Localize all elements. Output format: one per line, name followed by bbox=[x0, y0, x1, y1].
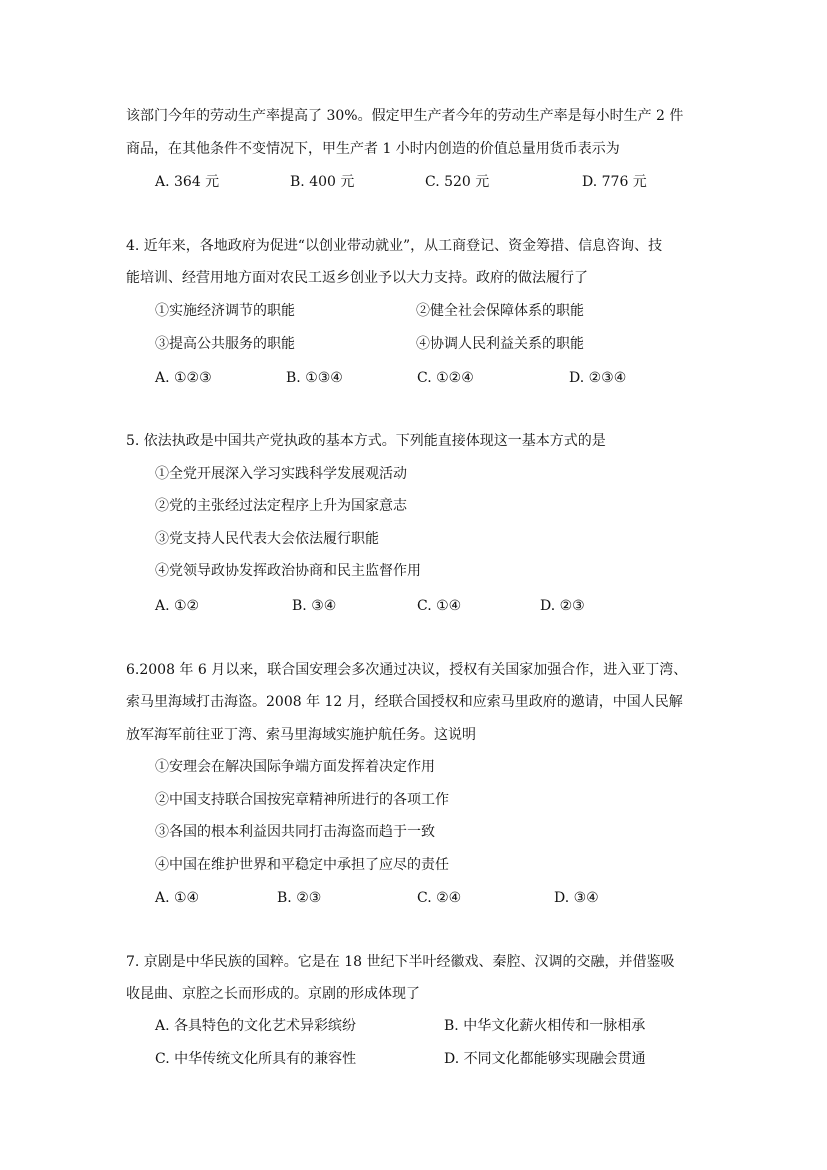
q6-choice-c: C. ②④ bbox=[417, 890, 462, 906]
q3-stem-line-2: 商品，在其他条件不变情况下，甲生产者 1 小时内创造的价值总量用货币表示为 bbox=[126, 141, 620, 157]
q3-choice-a: A. 364 元 bbox=[155, 174, 220, 190]
q5-item-4: ④党领导政协发挥政治协商和民主监督作用 bbox=[155, 563, 421, 579]
q3-choice-d: D. 776 元 bbox=[582, 174, 647, 190]
q7-stem-line-2: 收昆曲、京腔之长而形成的。京剧的形成体现了 bbox=[126, 986, 420, 1002]
q4-choice-a: A. ①②③ bbox=[155, 370, 212, 386]
q5-choice-d: D. ②③ bbox=[540, 598, 585, 614]
q4-item-1: ①实施经济调节的职能 bbox=[155, 303, 295, 319]
q4-item-2: ②健全社会保障体系的职能 bbox=[416, 303, 584, 319]
q6-stem-line-3: 放军海军前往亚丁湾、索马里海域实施护航任务。这说明 bbox=[126, 727, 476, 743]
q7-choice-c: C. 中华传统文化所具有的兼容性 bbox=[155, 1051, 357, 1067]
q5-choice-c: C. ①④ bbox=[417, 598, 462, 614]
q4-choice-c: C. ①②④ bbox=[417, 370, 474, 386]
q5-item-1: ①全党开展深入学习实践科学发展观活动 bbox=[155, 466, 407, 482]
q3-stem-line-1: 该部门今年的劳动生产率提高了 30%。假定甲生产者今年的劳动生产率是每小时生产 2 件 bbox=[126, 108, 684, 124]
q4-choice-d: D. ②③④ bbox=[569, 370, 627, 386]
q7-choice-b: B. 中华文化薪火相传和一脉相承 bbox=[444, 1018, 646, 1034]
q4-item-4: ④协调人民利益关系的职能 bbox=[416, 336, 584, 352]
q6-choice-d: D. ③④ bbox=[554, 890, 599, 906]
q3-choice-c: C. 520 元 bbox=[425, 174, 490, 190]
q4-item-3: ③提高公共服务的职能 bbox=[155, 336, 295, 352]
q5-item-3: ③党支持人民代表大会依法履行职能 bbox=[155, 531, 379, 547]
q7-stem-line-1: 7. 京剧是中华民族的国粹。它是在 18 世纪下半叶经徽戏、秦腔、汉调的交融，并借鉴吸 bbox=[126, 954, 675, 970]
q6-item-1: ①安理会在解决国际争端方面发挥着决定作用 bbox=[155, 759, 435, 775]
q6-choice-b: B. ②③ bbox=[277, 890, 322, 906]
q4-stem-line-1: 4. 近年来，各地政府为促进“以创业带动就业”，从工商登记、资金筹措、信息咨询、技 bbox=[126, 238, 663, 254]
q6-stem-line-1: 6.2008 年 6 月以来，联合国安理会多次通过决议，授权有关国家加强合作，进入亚丁湾、 bbox=[126, 662, 688, 678]
q4-stem-line-2: 能培训、经营用地方面对农民工返乡创业予以大力支持。政府的做法履行了 bbox=[126, 270, 588, 286]
q6-choice-a: A. ①④ bbox=[155, 890, 200, 906]
q6-item-3: ③各国的根本利益因共同打击海盗而趋于一致 bbox=[155, 824, 435, 840]
q3-choice-b: B. 400 元 bbox=[290, 174, 355, 190]
q6-stem-line-2: 索马里海域打击海盗。2008 年 12 月，经联合国授权和应索马里政府的邀请，中国人民解 bbox=[126, 694, 683, 710]
q5-choice-b: B. ③④ bbox=[292, 598, 337, 614]
q6-item-4: ④中国在维护世界和平稳定中承担了应尽的责任 bbox=[155, 857, 449, 873]
q5-choice-a: A. ①② bbox=[155, 598, 200, 614]
q4-choice-b: B. ①③④ bbox=[286, 370, 343, 386]
q7-choice-a: A. 各具特色的文化艺术异彩缤纷 bbox=[155, 1018, 357, 1034]
q5-stem-line-1: 5. 依法执政是中国共产党执政的基本方式。下列能直接体现这一基本方式的是 bbox=[126, 433, 606, 449]
q6-item-2: ②中国支持联合国按宪章精神所进行的各项工作 bbox=[155, 792, 449, 808]
q7-choice-d: D. 不同文化都能够实现融会贯通 bbox=[444, 1051, 646, 1067]
q5-item-2: ②党的主张经过法定程序上升为国家意志 bbox=[155, 498, 407, 514]
